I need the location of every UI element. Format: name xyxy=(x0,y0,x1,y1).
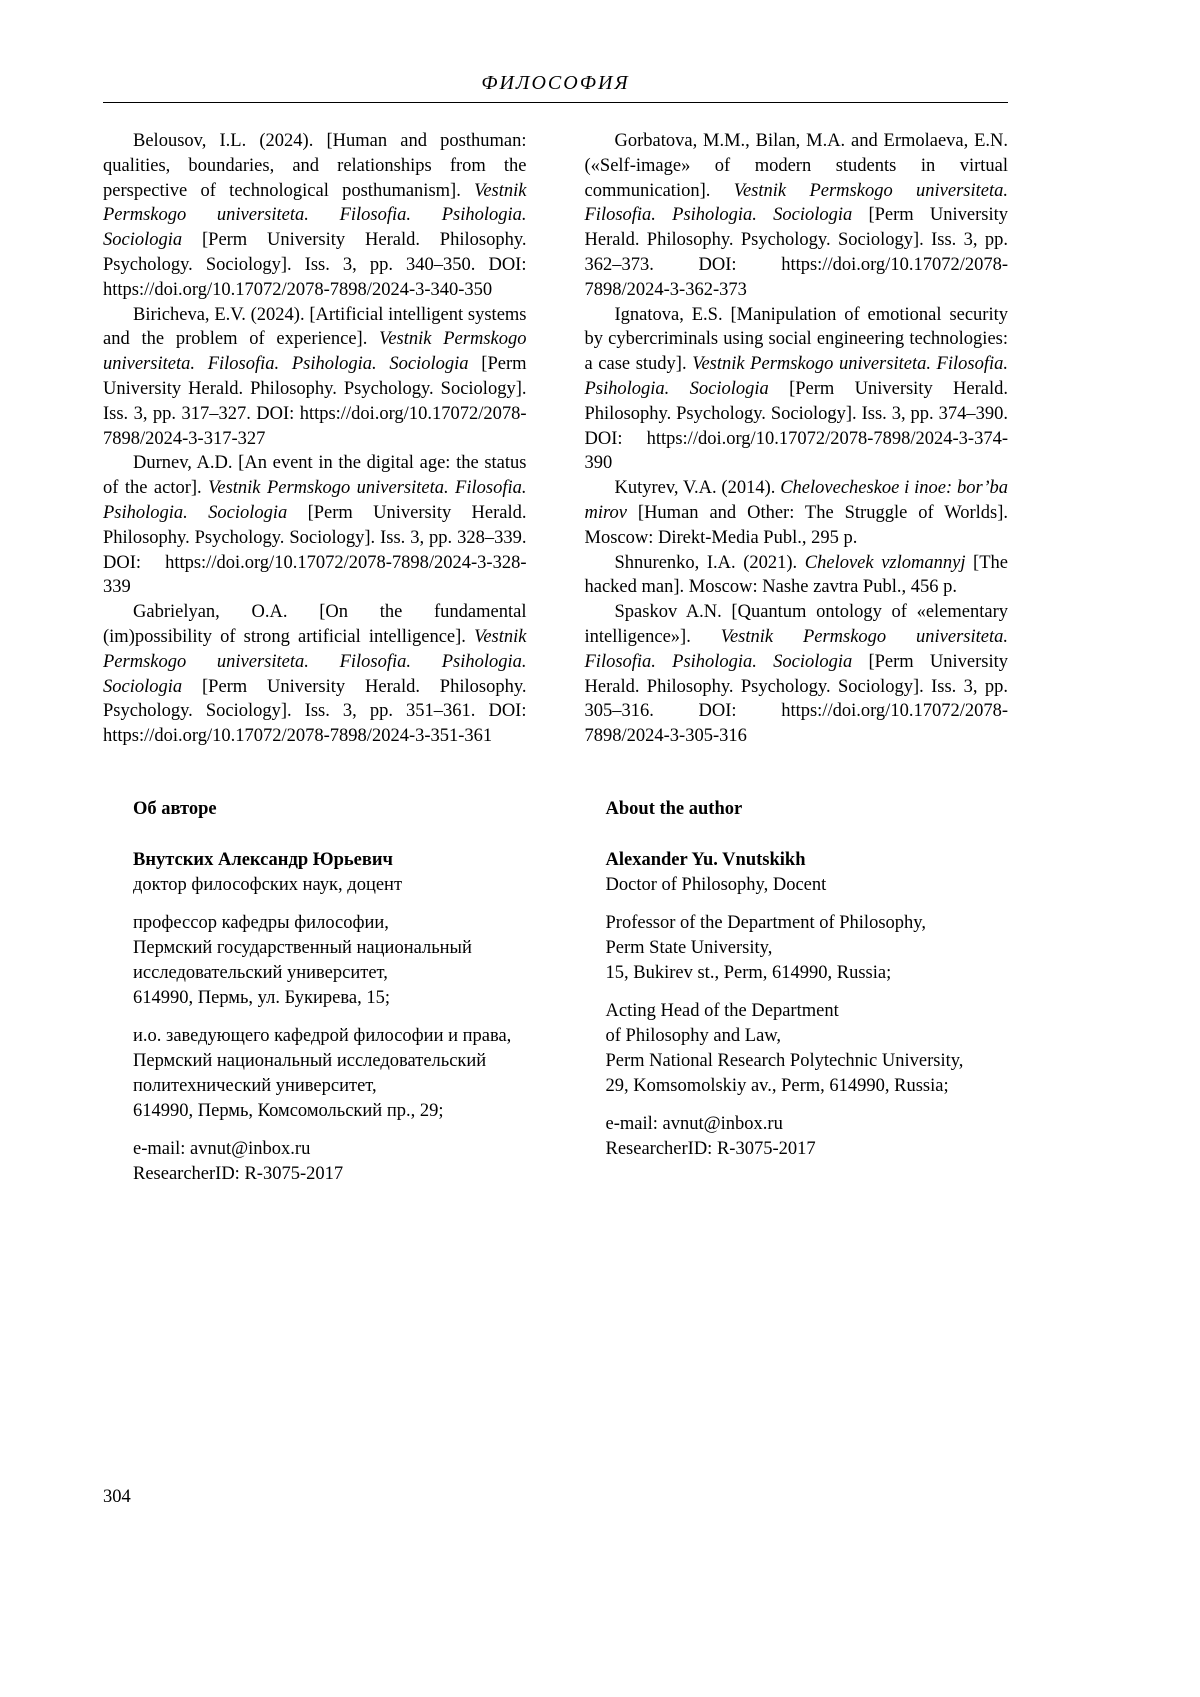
references-column-left xyxy=(103,129,527,749)
reference-entry: Spaskov A.N. [Quantum ontology of «elementary intelligence»]. Vestnik Permskogo universiteta. Filosofia. Psihologia. Sociologia [Perm University Herald. Philosophy. Psychology. Sociology]. Iss. 3, pp. 305–316. DOI: https://doi.org/10.17072/2078-7898/2024-3-305-316 xyxy=(584,602,1008,747)
reference-entry: Gorbatova, M.M., Bilan, M.A. and Ermolaeva, E.N. («Self-image» of modern students in virtual communication]. Vestnik Permskogo universiteta. Filosofia. Psihologia. Sociologia [Perm University Herald. Philosophy. Psychology. Sociology]. Iss. 3, pp. 362–373. DOI: https://doi.org/10.17072/2078-7898/2024-3-362-373 xyxy=(584,131,1008,300)
reference-entry: Durnev, A.D. [An event in the digital age: the status of the actor]. Vestnik Permskogo universiteta. Filosofia. Psihologia. Sociologia [Perm University Herald. Philosophy. Psychology. Sociology]. Iss. 3, pp. 328–339. DOI: https://doi.org/10.17072/2078-7898/2024-3-328-339 xyxy=(103,453,527,598)
reference-entry: Belousov, I.L. (2024). [Human and posthuman: qualities, boundaries, and relationships from the perspective of technological posthumanism]. Vestnik Permskogo universiteta. Filosofia. Psihologia. Sociologia [Perm University Herald. Philosophy. Psychology. Sociology]. Iss. 3, pp. 340–350. DOI: https://doi.org/10.17072/2078-7898/2024-3-340-350 xyxy=(103,131,527,300)
author-contact-ru: e-mail: avnut@inbox.ru ResearcherID: R-3075-2017 xyxy=(133,1138,344,1184)
about-author-column-en xyxy=(594,797,1009,1200)
reference-entry: Gabrielyan, O.A. [On the fundamental (im)possibility of strong artificial intelligence]. Vestnik Permskogo universiteta. Filosofia. Psihologia. Sociologia [Perm University Herald. Philosophy. Psychology. Sociology]. Iss. 3, pp. 351–361. DOI: https://doi.org/10.17072/2078-7898/2024-3-351-361 xyxy=(103,602,527,747)
about-heading-ru: Об авторе xyxy=(133,798,217,819)
author-affiliation-en-2: Acting Head of the Department of Philosophy and Law, Perm National Research Polytechnic University, 29, Komsomolskiy av., Perm, 614990, Russia; xyxy=(605,1000,964,1096)
about-author-column-ru xyxy=(103,797,536,1200)
author-affiliation-ru-1: профессор кафедры философии, Пермский государственный национальный исследовательский университет, 614990, Пермь, ул. Букирева, 15; xyxy=(133,912,472,1008)
about-author-section xyxy=(103,797,1008,1200)
author-affiliation-en-1: Professor of the Department of Philosophy, Perm State University, 15, Bukirev st., Perm, 614990, Russia; xyxy=(605,912,926,983)
reference-entry: Kutyrev, V.A. (2014). Chelovecheskoe i inoe: bor’ba mirov [Human and Other: The Struggle of Worlds]. Moscow: Direkt-Media Publ., 295 p. xyxy=(584,478,1009,548)
about-heading-en: About the author xyxy=(605,798,743,819)
references-column-right xyxy=(585,129,1009,749)
reference-entry: Biricheva, E.V. (2024). [Artificial intelligent systems and the problem of experience]. Vestnik Permskogo universiteta. Filosofia. Psihologia. Sociologia [Perm University Herald. Philosophy. Psychology. Sociology]. Iss. 3, pp. 317–327. DOI: https://doi.org/10.17072/2078-7898/2024-3-317-327 xyxy=(103,304,527,449)
author-affiliation-ru-2: и.о. заведующего кафедрой философии и права, Пермский национальный исследовательский политехнический университет, 614990, Пермь, Комсомольский пр., 29; xyxy=(133,1025,512,1121)
document-page xyxy=(103,0,1008,1697)
author-name-ru: Внутских Александр Юрьевич xyxy=(133,849,393,870)
references-section xyxy=(103,129,1008,749)
author-contact-en: e-mail: avnut@inbox.ru ResearcherID: R-3075-2017 xyxy=(605,1113,816,1159)
section-header: ФИЛОСОФИЯ xyxy=(481,72,630,94)
reference-entry: Shnurenko, I.A. (2021). Chelovek vzlomannyj [The hacked man]. Moscow: Nashe zavtra Publ., 456 p. xyxy=(584,552,1008,598)
author-degree-en: Doctor of Philosophy, Docent xyxy=(605,874,827,895)
reference-entry: Ignatova, E.S. [Manipulation of emotional security by cybercriminals using social engineering technologies: a case study]. Vestnik Permskogo universiteta. Filosofia. Psihologia. Sociologia [Perm University Herald. Philosophy. Psychology. Sociology]. Iss. 3, pp. 374–390. DOI: https://doi.org/10.17072/2078-7898/2024-3-374-390 xyxy=(584,304,1008,474)
header-rule xyxy=(103,102,1008,103)
author-degree-ru: доктор философских наук, доцент xyxy=(133,874,403,895)
page-number: 304 xyxy=(103,1487,131,1507)
author-name-en: Alexander Yu. Vnutskikh xyxy=(605,849,806,870)
